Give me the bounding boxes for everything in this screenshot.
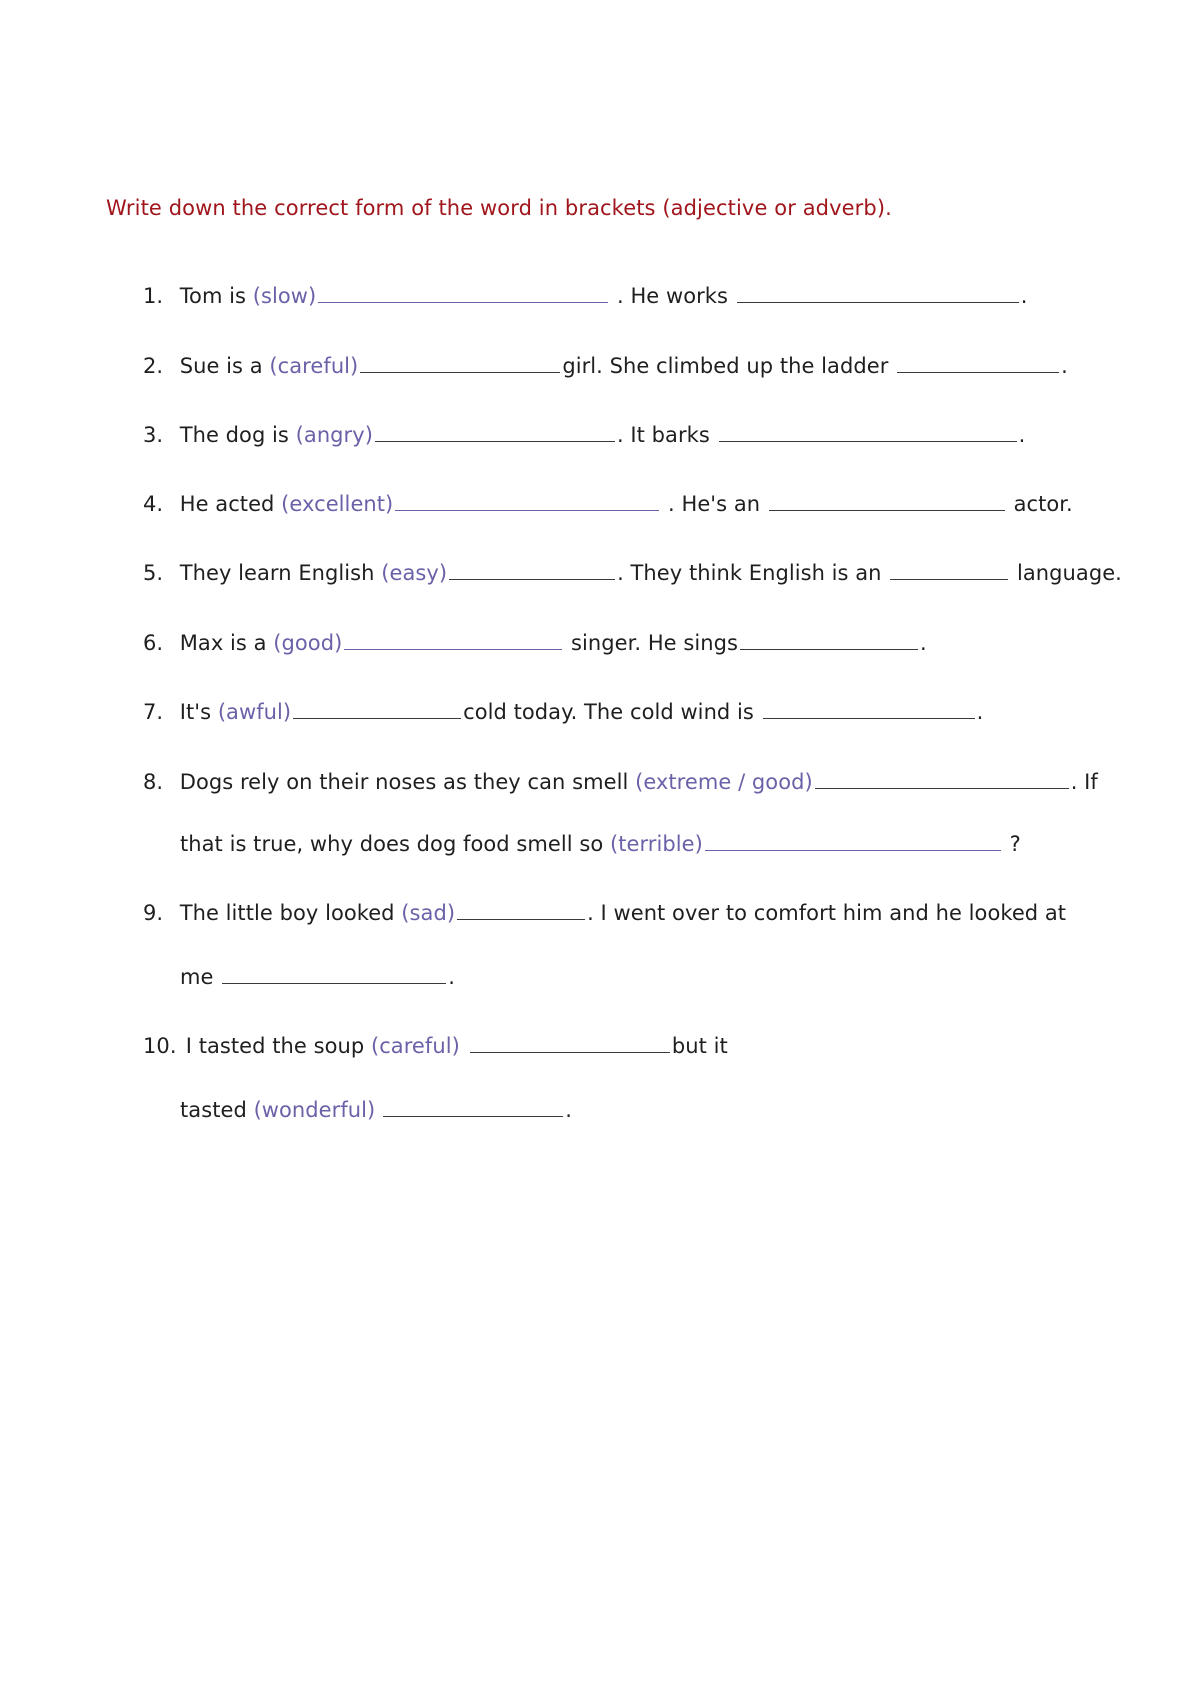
exercise-item-8-continued (180, 830, 1021, 858)
answer-blank[interactable] (705, 831, 1001, 851)
answer-blank[interactable] (763, 699, 975, 719)
answer-blank[interactable] (222, 964, 446, 984)
sentence-text: but it (671, 1034, 728, 1058)
sentence-text: singer. He sings (564, 631, 738, 655)
sentence-text: He acted (179, 492, 282, 516)
sentence-text: . He works (610, 284, 735, 308)
sentence-text: I tasted the soup (185, 1034, 371, 1058)
sentence-text: . (1020, 284, 1028, 308)
exercise-item-1 (143, 282, 1027, 310)
sentence-text: Max is a (179, 631, 274, 655)
sentence-text: tasted (180, 1098, 254, 1122)
answer-blank[interactable] (897, 353, 1059, 373)
answer-blank[interactable] (737, 283, 1019, 303)
answer-blank[interactable] (344, 630, 562, 650)
answer-blank[interactable] (719, 422, 1017, 442)
sentence-text: girl. She climbed up the ladder (562, 354, 896, 378)
sentence-text: cold today. The cold wind is (463, 700, 761, 724)
exercise-item-9-continued (180, 963, 455, 991)
item-number: 2. (143, 354, 164, 378)
word-hint: (careful) (269, 354, 359, 378)
sentence-text: Dogs rely on their noses as they can smell (179, 770, 636, 794)
sentence-text: . I went over to comfort him and he looked at (587, 901, 1067, 925)
answer-blank[interactable] (360, 353, 560, 373)
sentence-text: . (1018, 423, 1026, 447)
word-hint: (good) (273, 631, 343, 655)
exercise-item-5 (143, 559, 1122, 587)
sentence-text: . He's an (661, 492, 767, 516)
item-number: 7. (143, 700, 164, 724)
answer-blank[interactable] (375, 422, 615, 442)
word-hint: (awful) (217, 700, 292, 724)
word-hint: (careful) (370, 1034, 460, 1058)
sentence-text: . (920, 631, 927, 655)
sentence-text: The little boy looked (179, 901, 402, 925)
sentence-text: . (448, 965, 455, 989)
item-number: 1. (143, 284, 164, 308)
word-hint: (extreme / good) (635, 770, 813, 794)
sentence-text: Sue is a (179, 354, 270, 378)
item-number: 8. (143, 770, 164, 794)
exercise-item-7 (143, 698, 983, 726)
word-hint: (easy) (381, 561, 448, 585)
exercise-item-4 (143, 490, 1073, 518)
answer-blank[interactable] (815, 769, 1069, 789)
sentence-text: that is true, why does dog food smell so (180, 832, 610, 856)
answer-blank[interactable] (293, 699, 461, 719)
word-hint: (sad) (401, 901, 456, 925)
item-number: 5. (143, 561, 164, 585)
sentence-text: . If (1070, 770, 1098, 794)
sentence-text: . (565, 1098, 572, 1122)
answer-blank[interactable] (740, 630, 918, 650)
word-hint: (excellent) (281, 492, 394, 516)
sentence-text: language. (1010, 561, 1122, 585)
word-hint: (slow) (252, 284, 317, 308)
exercise-item-10 (143, 1032, 728, 1060)
word-hint: (terrible) (609, 832, 703, 856)
item-number: 4. (143, 492, 164, 516)
answer-blank[interactable] (449, 560, 615, 580)
sentence-text: ? (1002, 832, 1021, 856)
sentence-text: The dog is (179, 423, 296, 447)
item-number: 6. (143, 631, 164, 655)
sentence-text: . They think English is an (617, 561, 889, 585)
sentence-text: Tom is (179, 284, 253, 308)
exercise-item-6 (143, 629, 927, 657)
instruction-heading: Write down the correct form of the word in brackets (adjective or adverb). (106, 196, 892, 220)
exercise-item-8 (143, 768, 1098, 796)
answer-blank[interactable] (318, 283, 608, 303)
sentence-text: . It barks (616, 423, 717, 447)
word-hint: (angry) (295, 423, 373, 447)
exercise-item-10-continued (180, 1096, 572, 1124)
answer-blank[interactable] (890, 560, 1008, 580)
sentence-text: It's (179, 700, 218, 724)
item-number: 9. (143, 901, 164, 925)
item-number: 3. (143, 423, 164, 447)
sentence-text: . (1061, 354, 1068, 378)
sentence-text: . (976, 700, 984, 724)
sentence-text: actor. (1006, 492, 1073, 516)
item-number: 10. (143, 1034, 177, 1058)
exercise-item-2 (143, 352, 1068, 380)
sentence-text: me (180, 965, 221, 989)
answer-blank[interactable] (769, 491, 1005, 511)
word-hint: (wonderful) (253, 1098, 376, 1122)
answer-blank[interactable] (383, 1097, 563, 1117)
answer-blank[interactable] (395, 491, 659, 511)
sentence-text: They learn English (179, 561, 382, 585)
exercise-item-9 (143, 899, 1066, 927)
answer-blank[interactable] (470, 1033, 670, 1053)
exercise-item-3 (143, 421, 1025, 449)
answer-blank[interactable] (457, 900, 585, 920)
